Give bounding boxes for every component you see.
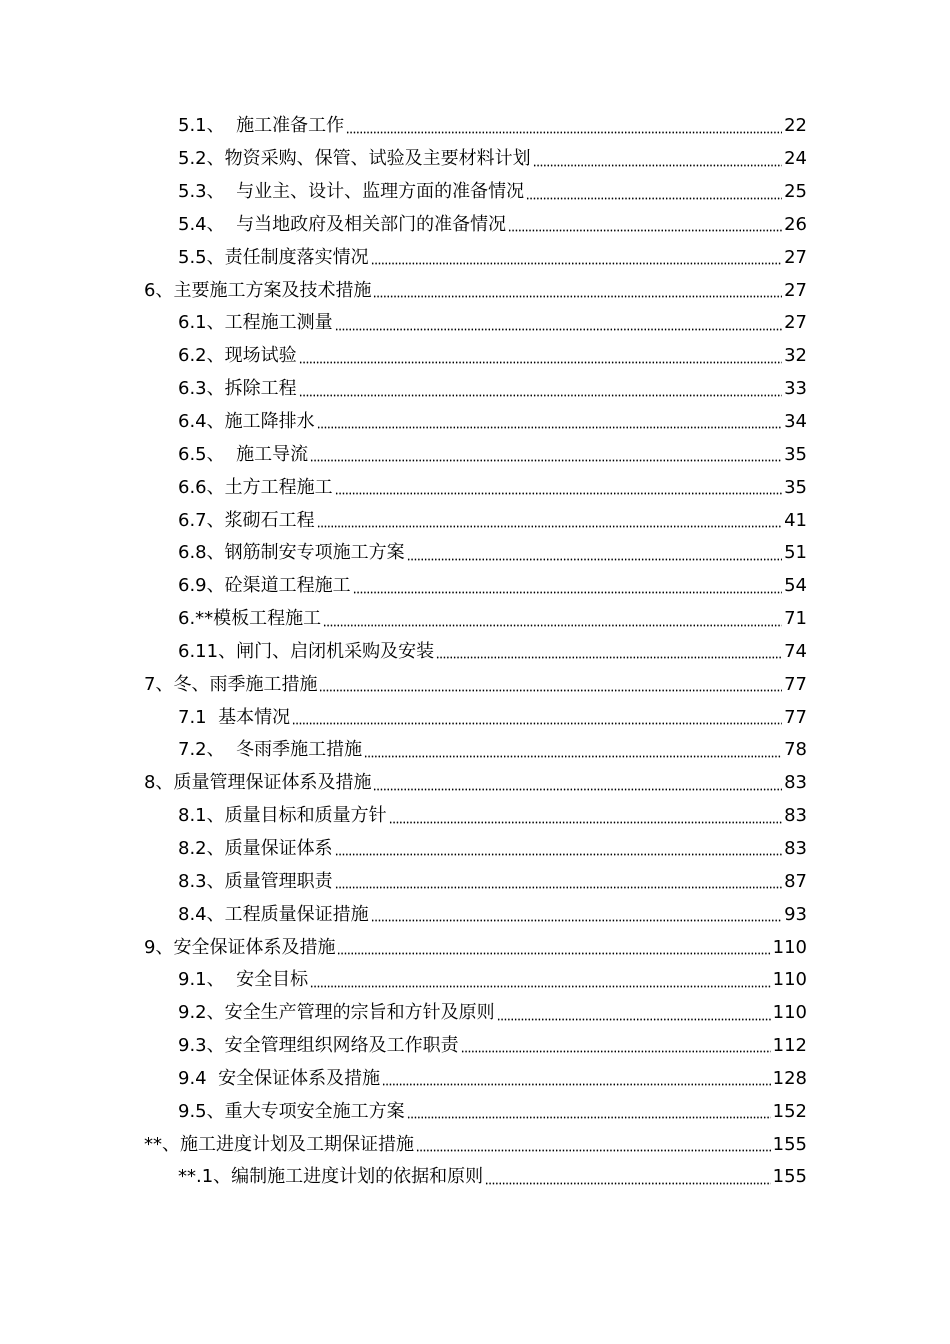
toc-entry-page-number: 77 [784, 673, 807, 695]
dot-leader [310, 985, 771, 988]
toc-entry[interactable] [0, 209, 950, 242]
dot-leader [526, 197, 782, 200]
dot-leader [382, 1083, 771, 1086]
toc-entry-page-number: 128 [772, 1067, 807, 1089]
toc-entry-page-number: 83 [784, 772, 807, 794]
toc-entry[interactable] [0, 504, 950, 537]
dot-leader [461, 1050, 771, 1053]
toc-entry[interactable] [0, 1095, 950, 1128]
toc-entry[interactable] [0, 570, 950, 603]
toc-entry[interactable] [0, 406, 950, 439]
dot-leader [346, 131, 782, 134]
toc-entry[interactable] [0, 274, 950, 307]
toc-entry[interactable] [0, 701, 950, 734]
toc-entry-page-number: 83 [784, 805, 807, 827]
toc-entry-label: 5.5、责任制度落实情况 [178, 246, 369, 268]
toc-entry[interactable] [0, 668, 950, 701]
toc-entry-page-number: 74 [784, 640, 807, 662]
toc-entry-page-number: 152 [772, 1100, 807, 1122]
dot-leader [292, 722, 782, 725]
dot-leader [337, 952, 770, 955]
toc-entry[interactable] [0, 865, 950, 898]
toc-entry-page-number: 78 [784, 739, 807, 761]
toc-entry-page-number: 83 [784, 837, 807, 859]
toc-entry[interactable] [0, 964, 950, 997]
dot-leader [371, 919, 782, 922]
toc-entry-label: 9.3、安全管理组织网络及工作职责 [178, 1035, 459, 1057]
toc-entry[interactable] [0, 603, 950, 636]
dot-leader [407, 558, 782, 561]
toc-entry[interactable] [0, 636, 950, 669]
dot-leader [373, 295, 782, 298]
toc-entry-page-number: 77 [784, 706, 807, 728]
dot-leader [335, 492, 782, 495]
toc-entry-page-number: 33 [784, 378, 807, 400]
dot-leader [373, 788, 782, 791]
toc-entry[interactable] [0, 734, 950, 767]
toc-entry-label: 5.3、 与业主、设计、监理方面的准备情况 [178, 181, 525, 203]
dot-leader [299, 361, 782, 364]
toc-entry[interactable] [0, 833, 950, 866]
dot-leader [353, 591, 782, 594]
toc-entry[interactable] [0, 176, 950, 209]
toc-entry-page-number: 27 [784, 312, 807, 334]
toc-entry-label: 6.4、施工降排水 [178, 411, 315, 433]
toc-entry-label: 9、安全保证体系及措施 [144, 936, 336, 958]
toc-entry-label: 6.9、砼渠道工程施工 [178, 575, 351, 597]
toc-entry-label: 9.5、重大专项安全施工方案 [178, 1100, 405, 1122]
toc-entry-label: 8.2、质量保证体系 [178, 837, 333, 859]
toc-entry-page-number: 87 [784, 870, 807, 892]
toc-entry-page-number: 25 [784, 181, 807, 203]
toc-entry-page-number: 155 [772, 1166, 807, 1188]
dot-leader [335, 886, 782, 889]
dot-leader [335, 328, 782, 331]
toc-entry-page-number: 112 [772, 1035, 807, 1057]
toc-entry-label: 7.1 基本情况 [178, 706, 291, 728]
toc-entry[interactable] [0, 307, 950, 340]
toc-entry-label: 9.4 安全保证体系及措施 [178, 1067, 381, 1089]
toc-entry-page-number: 34 [784, 411, 807, 433]
toc-entry-label: 8.3、质量管理职责 [178, 870, 333, 892]
toc-entry-label: 6.5、 施工导流 [178, 443, 309, 465]
toc-entry-label: 5.2、物资采购、保管、试验及主要材料计划 [178, 148, 531, 170]
dot-leader [416, 1149, 771, 1152]
dot-leader [317, 426, 782, 429]
toc-entry[interactable] [0, 767, 950, 800]
toc-entry-page-number: 155 [772, 1133, 807, 1155]
toc-entry-page-number: 32 [784, 345, 807, 367]
toc-entry-page-number: 110 [772, 1002, 807, 1024]
toc-entry[interactable] [0, 143, 950, 176]
toc-entry[interactable] [0, 1161, 950, 1194]
toc-entry[interactable] [0, 373, 950, 406]
dot-leader [323, 624, 782, 627]
toc-entry[interactable] [0, 471, 950, 504]
toc-entry[interactable] [0, 898, 950, 931]
toc-entry-page-number: 27 [784, 246, 807, 268]
toc-entry-page-number: 27 [784, 279, 807, 301]
toc-entry-page-number: 54 [784, 575, 807, 597]
toc-entry-page-number: 22 [784, 115, 807, 137]
toc-entry-page-number: 35 [784, 443, 807, 465]
dot-leader [319, 689, 782, 692]
dot-leader [364, 755, 782, 758]
toc-entry[interactable] [0, 110, 950, 143]
toc-entry-page-number: 51 [784, 542, 807, 564]
toc-entry-label: 8.4、工程质量保证措施 [178, 903, 369, 925]
toc-entry-page-number: 26 [784, 213, 807, 235]
toc-entry-page-number: 41 [784, 509, 807, 531]
toc-entry[interactable] [0, 537, 950, 570]
dot-leader [371, 262, 782, 265]
toc-entry-label: 9.2、安全生产管理的宗旨和方针及原则 [178, 1002, 495, 1024]
dot-leader [436, 656, 782, 659]
toc-entry-label: 6.8、钢筋制安专项施工方案 [178, 542, 405, 564]
toc-entry[interactable] [0, 931, 950, 964]
toc-entry[interactable] [0, 1062, 950, 1095]
dot-leader [497, 1018, 771, 1021]
toc-entry[interactable] [0, 997, 950, 1030]
dot-leader [310, 459, 782, 462]
toc-entry-label: **、施工进度计划及工期保证措施 [144, 1133, 414, 1155]
dot-leader [335, 853, 782, 856]
toc-entry[interactable] [0, 1128, 950, 1161]
toc-entry-label: 6、主要施工方案及技术措施 [144, 279, 372, 301]
dot-leader [407, 1116, 771, 1119]
toc-entry-label: 7.2、 冬雨季施工措施 [178, 739, 363, 761]
toc-entry-label: 9.1、 安全目标 [178, 969, 309, 991]
dot-leader [508, 229, 782, 232]
toc-entry[interactable] [0, 800, 950, 833]
dot-leader [533, 164, 782, 167]
toc-entry-label: 6.3、拆除工程 [178, 378, 297, 400]
toc-entry-label: 6.1、工程施工测量 [178, 312, 333, 334]
dot-leader [389, 821, 782, 824]
dot-leader [485, 1182, 770, 1185]
toc-entry[interactable] [0, 438, 950, 471]
toc-entry-label: 6.**模板工程施工 [178, 608, 322, 630]
table-of-contents [0, 110, 950, 1194]
toc-entry-page-number: 93 [784, 903, 807, 925]
dot-leader [299, 394, 782, 397]
toc-entry-label: 7、冬、雨季施工措施 [144, 673, 318, 695]
toc-entry-label: 5.1、 施工准备工作 [178, 115, 345, 137]
toc-entry-label: 5.4、 与当地政府及相关部门的准备情况 [178, 213, 507, 235]
toc-entry-label: 8.1、质量目标和质量方针 [178, 805, 387, 827]
toc-entry-page-number: 24 [784, 148, 807, 170]
toc-entry[interactable] [0, 340, 950, 373]
toc-entry-page-number: 110 [772, 969, 807, 991]
toc-entry-label: 6.11、闸门、启闭机采购及安装 [178, 640, 435, 662]
toc-entry-label: **.1、编制施工进度计划的依据和原则 [178, 1166, 484, 1188]
toc-entry-page-number: 71 [784, 608, 807, 630]
toc-entry-page-number: 110 [772, 936, 807, 958]
toc-entry-page-number: 35 [784, 476, 807, 498]
toc-entry-label: 6.6、土方工程施工 [178, 476, 333, 498]
toc-entry[interactable] [0, 1030, 950, 1063]
toc-entry-label: 6.2、现场试验 [178, 345, 297, 367]
toc-entry-label: 8、质量管理保证体系及措施 [144, 772, 372, 794]
toc-entry[interactable] [0, 241, 950, 274]
dot-leader [317, 525, 782, 528]
toc-entry-label: 6.7、浆砌石工程 [178, 509, 315, 531]
